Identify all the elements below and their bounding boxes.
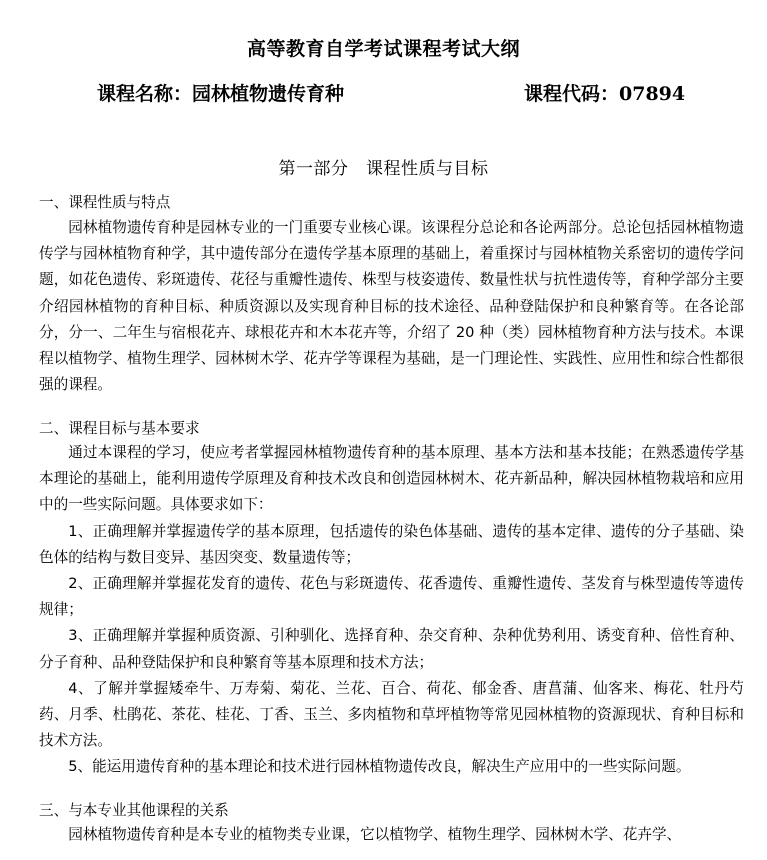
requirement-item: 1、正确理解并掌握遗传学的基本原理，包括遗传的染色体基础、遗传的基本定律、遗传的分子基础、染色体的结构与数目变异、基因突变、数量遗传等； [39, 522, 744, 566]
section-heading-2: 二、课程目标与基本要求 [39, 420, 200, 437]
requirement-item: 3、正确理解并掌握种质资源、引种驯化、选择育种、杂交育种、杂种优势利用、诱变育种、倍性育种、分子育种、品种登陆保护和良种繁育等基本原理和技术方法； [39, 627, 744, 671]
requirement-item: 4、了解并掌握矮牵牛、万寿菊、菊花、兰花、百合、荷花、郁金香、唐菖蒲、仙客来、梅花、牡丹芍药、月季、杜鹃花、茶花、桂花、丁香、玉兰、多肉植物和草坪植物等常见园林植物的资源现状、育种目标和技术方法。 [39, 679, 744, 750]
course-code: 课程代码：07894 [524, 83, 686, 105]
section-1-body [39, 215, 744, 398]
requirement-item: 2、正确理解并掌握花发育的遗传、花色与彩斑遗传、花香遗传、重瓣性遗传、茎发育与株型遗传等遗传规律； [39, 575, 744, 619]
requirement-item: 5、能运用遗传育种的基本理论和技术进行园林植物遗传改良，解决生产应用中的一些实际问题。 [68, 758, 691, 776]
document-title: 高等教育自学考试课程考试大纲 [246, 38, 520, 60]
section-heading-1: 一、课程性质与特点 [39, 194, 171, 211]
course-info-line [97, 79, 697, 106]
section-1-paragraph: 园林植物遗传育种是园林专业的一门重要专业核心课。该课程分总论和各论两部分。总论包括园林植物遗传学与园林植物育种学，其中遗传部分在遗传学基本原理的基础上，着重探讨与园林植物关系密切的遗传学问题，如花色遗传、彩斑遗传、花径与重瓣性遗传、株型与枝姿遗传、数量性状与抗性遗传等，育种学部分主要介绍园林植物的育种目标、种质资源以及实现育种目标的技术途径、品种登陆保护和良种繁育等。在各论部分，分一、二年生与宿根花卉、球根花卉和木本花卉等，介绍了 20 种（类）园林植物育种方法与技术。本课程以植物学、植物生理学、园林树木学、花卉学等课程为基础，是一门理论性、实践性、应用性和综合性都很强的课程。 [39, 219, 744, 394]
section-3-body [39, 822, 744, 848]
part-title: 第一部分 课程性质与目标 [278, 159, 489, 179]
course-name: 课程名称：园林植物遗传育种 [97, 83, 345, 105]
section-2-intro: 通过本课程的学习，使应考者掌握园林植物遗传育种的基本原理、基本方法和基本技能；在熟悉遗传学基本理论的基础上，能利用遗传学原理及育种技术改良和创造园林树木、花卉新品种，解决园林植物栽培和应用中的一些实际问题。具体要求如下： [39, 444, 744, 514]
section-2-body [39, 440, 744, 781]
section-heading-3: 三、与本专业其他课程的关系 [39, 802, 229, 819]
section-3-paragraph: 园林植物遗传育种是本专业的植物类专业课，它以植物学、植物生理学、园林树木学、花卉学、 [68, 826, 682, 843]
